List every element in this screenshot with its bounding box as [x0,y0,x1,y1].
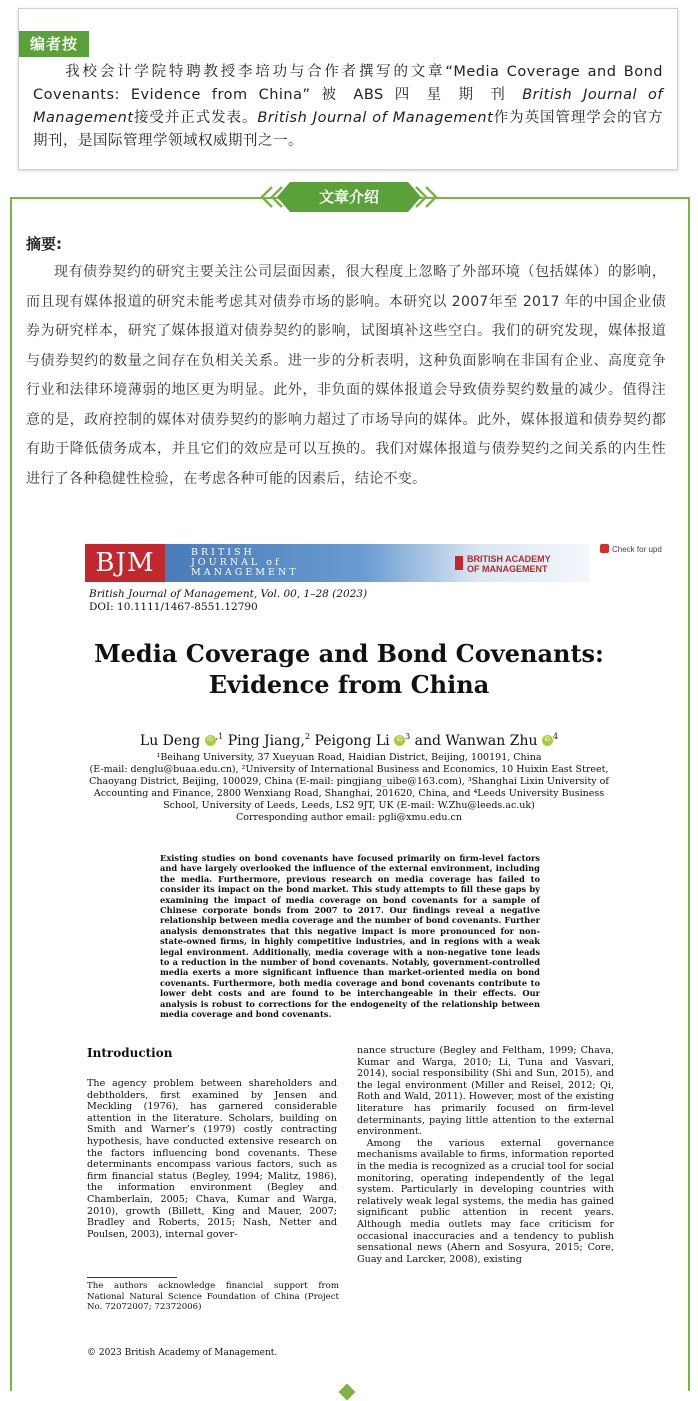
paper-title-line-2: Evidence from China [208,670,490,699]
orcid-icon[interactable]: iD [542,735,553,746]
editor-note-journal-2: British Journal of Management [257,110,494,126]
paper-first-page [85,540,662,1370]
introduction-right-column [357,1045,614,1265]
affiliations [85,752,613,824]
check-for-updates[interactable] [600,544,662,554]
author-list [85,732,613,749]
check-updates-icon [600,544,609,553]
paper-abstract: Existing studies on bond covenants have focused primarily on firm-level factors and have largely overlooked the influence of the external environment, including the media. Furthermore, previous research on media coverage has failed to consider its impact on the bond market. This study attempts to fill these gaps by examining the impact of media coverage on bond covenants for a sample of Chinese corporate bonds from 2007 to 2017. Our findings reveal a negative relationship between media coverage and the number of bond covenants. Further analysis demonstrates that this negative impact is more pronounced for non-state-owned firms, in highly competitive industries, and in regions with a weak legal environment. Additionally, media coverage with a non-negative tone leads to a reduction in the number of bond covenants. Notably, government-controlled media exerts a more significant influence than market-oriented media on bond covenants. Furthermore, both media coverage and bond covenants contribute to lower debt costs and are found to be interchangeable in their effects. Our analysis is robust to corrections for the endogeneity of the relationship between media coverage and bond covenants. [160,853,540,1020]
abstract-text: 现有债券契约的研究主要关注公司层面因素，很大程度上忽略了外部环境（包括媒体）的影响，而且现有媒体报道的研究未能考虑其对债券市场的影响。本研究以 2007年至 2017 年的中国企业债券为研究样本，研究了媒体报道对债券契约的影响，试图填补这些空白。我们的研究发现，媒体报道与债券契约的数量之间存在负相关关系。进一步的分析表明，这种负面影响在非国有企业、高度竞争行业和法律环境薄弱的地区更为明显。此外，非负面的媒体报道会导致债券契约数量的减少。值得注意的是，政府控制的媒体对债券契约的影响力超过了市场导向的媒体。此外，媒体报道和债券契约都有助于降低债务成本，并且它们的效应是可以互换的。我们对媒体报道与债券契约之间关系的内生性进行了各种稳健性检验，在考虑各种可能的因素后，结论不变。 [26,264,666,487]
corresponding-author: Corresponding author email: pgli@xmu.edu.cn [236,812,462,823]
footnote: The authors acknowledge financial support from National Natural Science Foundation of China (Project No. 72072007; 72372006) [87,1281,339,1312]
orcid-icon[interactable]: iD [205,735,216,746]
bjm-logo: BJM [85,544,165,582]
abstract-heading: 摘要: [26,235,62,253]
academy-logo-mark [455,556,463,570]
section-title-bar [0,180,698,214]
orcid-icon[interactable]: iD [394,735,405,746]
paper-title [85,638,613,700]
editor-note-text [33,61,663,153]
paper-title-line-1: Media Coverage and Bond Covenants: [94,639,604,668]
author-superscript: ,1 [215,732,224,741]
affiliation-line: Accounting and Finance, 2800 Wenxiang Road, Shanghai, 201620, China, and ⁴Leeds University Business [93,788,605,799]
introduction-left-column: The agency problem between shareholders and debtholders, first examined by Jensen and Meckling (1976), has garnered considerable attention in the literature. Scholars, building on Smith and Warner’s (1979) costly contracting hypothesis, have conducted extensive research on the factors influencing bond covenants. These determinants encompass various factors, such as firm financial status (Begley, 1994; Malitz, 1986), the information environment (Begley and Chamberlain, 2005; Chava, Kumar and Warga, 2010), growth (Billett, King and Mauer, 2007; Bradley and Roberts, 2015; Nash, Netter and Poulsen, 2003), internal gover- [87,1078,337,1240]
author-name: Ping Jiang, [223,733,305,749]
editor-note-tag: 编者按 [19,31,89,57]
affiliation-line: School, University of Leeds, Leeds, LS2 9JT, UK (E-mail: W.Zhu@leeds.ac.uk) [163,800,535,811]
author-name: Lu Deng [139,733,201,749]
editor-note-text-1: 我校会计学院特聘教授李培功与合作者撰写的文章“Media Coverage and Bond Covenants: Evidence from China” 被 ABS 四 星 期 刊 [33,64,663,103]
doi: DOI: 10.1111/1467-8551.12790 [89,601,258,613]
affiliation-line: Chaoyang District, Beijing, 100029, China (E-mail: pingjiang_uibe@163.com), ³Shanghai Lixin University of [89,776,609,787]
author-superscript: 3 [405,732,411,741]
author-superscript: 2 [304,732,311,741]
editor-note-journal-1: British Journal of Management [33,87,663,126]
footnote-divider [87,1277,177,1278]
affiliation-line: ¹Beihang University, 37 Xueyuan Road, Haidian District, Beijing, 100191, China [156,752,542,763]
academy-name-line: OF MANAGEMENT [467,564,548,574]
introduction-paragraph: nance structure (Begley and Feltham, 1999; Chava, Kumar and Warga, 2010; Li, Tuna and Vasvari, 2014), social responsibility (Shi and Sun, 2015), and the legal environment (Miller and Reisel, 2012; Qi, Roth and Wald, 2011). However, most of the existing literature has primarily focused on firm-level determinants, paying little attention to the external environment. [357,1045,614,1138]
chevron-right-icon [424,185,440,209]
journal-name-line: MANAGEMENT [191,567,299,578]
check-updates-label: Check for upd [612,545,662,554]
author-superscript: 4 [552,732,559,741]
journal-name [191,548,299,578]
copyright: © 2023 British Academy of Management. [87,1348,278,1358]
editor-note-box [18,8,678,170]
editor-note-text-2: 接受并正式发表。 [133,110,258,126]
academy-name-line: BRITISH ACADEMY [467,554,551,564]
title-line-left [10,197,256,199]
introduction-paragraph: Among the various external governance mechanisms available to firms, information reported in the media is recognized as a crucial tool for social monitoring, operating independently of the legal system. Particularly in developing countries with relatively weak legal systems, the media has gained significant public attention in recent years. Although media outlets may face criticism for occasional inaccuracies and a tendency to publish sensational news (Ahern and Sosyura, 2015; Core, Guay and Larcker, 2008), existing [357,1137,614,1265]
academy-name [467,554,551,574]
author-name: Peigong Li [310,733,390,749]
journal-banner [85,544,590,582]
author-name: and Wanwan Zhu [410,733,538,749]
section-title: 文章介绍 [290,182,408,212]
introduction-heading: Introduction [87,1046,173,1060]
title-line-right [442,197,688,199]
journal-citation: British Journal of Management, Vol. 00, 1–28 (2023) [89,588,368,600]
journal-name-line: JOURNAL of [191,557,282,568]
editor-note-text-3: 作为英国管理学会的官方期刊，是国际管理学领域权威期刊之一。 [33,110,664,149]
affiliation-line: (E-mail: denglu@buaa.edu.cn), ²University of International Business and Economics, 10 Huixin East Street, [89,764,609,775]
journal-name-line: BRITISH [191,547,255,558]
